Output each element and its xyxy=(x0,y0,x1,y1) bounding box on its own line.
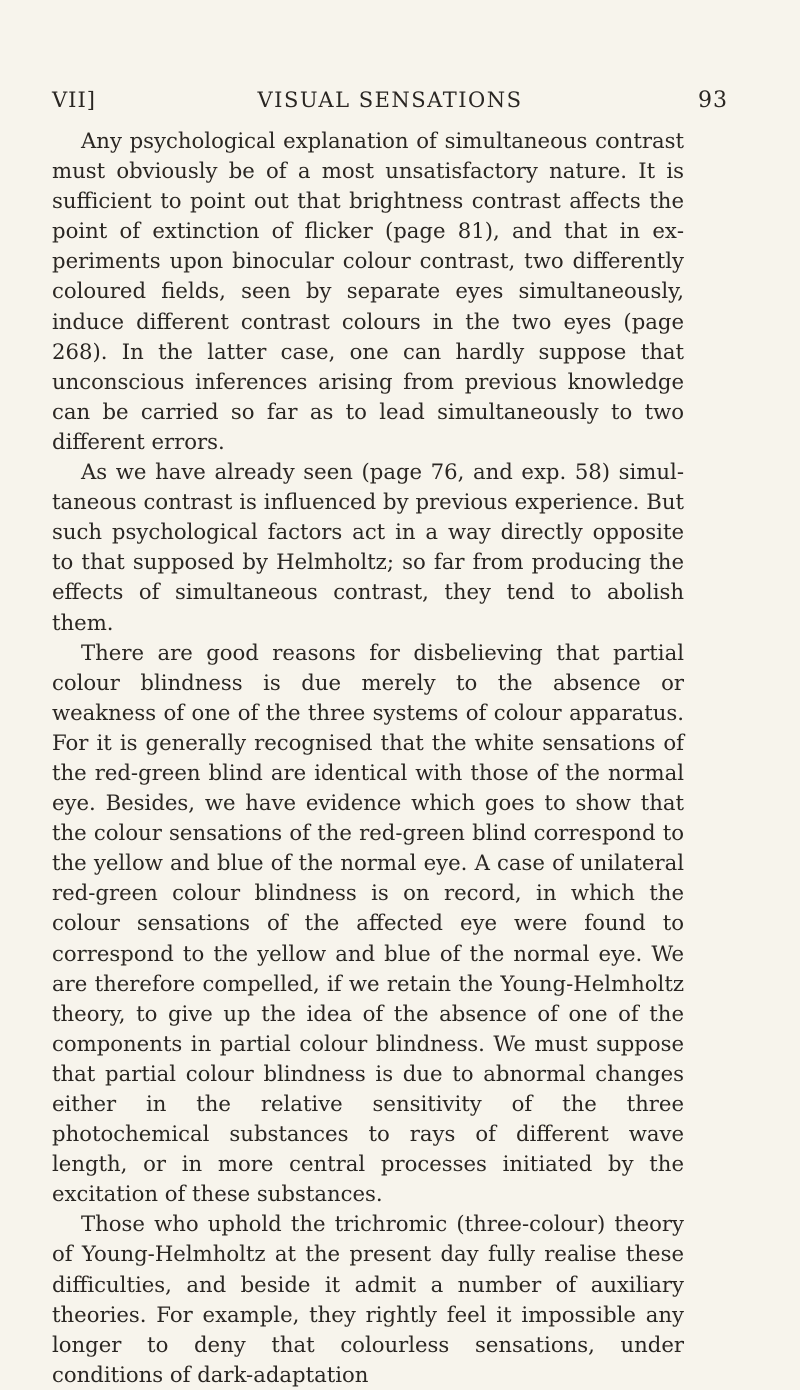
running-title: VISUAL SENSATIONS xyxy=(257,88,523,112)
chapter-number: VII] xyxy=(52,88,96,112)
paragraph: As we have already seen (page 76, and exp. 58) simultaneous contrast is influenced by previous experience. But such psychological factors act in a way directly opposite to that supposed by Helmholtz; so far from producing the effects of simultaneous contrast, they tend to abolish them. xyxy=(52,459,684,635)
paragraph: Any psychological explanation of simultaneous contrast must obviously be of a most unsatisfactory nature. It is sufficient to point out that brightness contrast affects the point of extinction of flicker (page 81), and that in experiments upon binocular colour contrast, two differently coloured fields, seen by separate eyes simultaneously, induce different contrast colours in the two eyes (page 268). In the latter case, one can hardly suppose that unconscious inferences arising from previous knowledge can be carried so far as to lead simultaneously to two different errors. xyxy=(52,128,684,454)
paragraph: Those who uphold the trichromic (three-colour) theory of Young-Helmholtz at the present day fully realise these difficulties, and beside it admit a number of auxiliary theories. For example, they rightly feel it impossible any longer to deny that colourless sensations, under conditions of dark-adaptation xyxy=(52,1211,684,1387)
paragraph: There are good reasons for disbelieving that partial colour blindness is due merely to the absence or weakness of one of the three systems of colour apparatus. For it is generally recognised that the white sensations of the red-green blind are identical with those of the normal eye. Besides, we have evidence which goes to show that the colour sensations of the red-green blind correspond to the yellow and blue of the normal eye. A case of unilateral red-green colour blindness is on record, in which the colour sensations of the affected eye were found to correspond to the yellow and blue of the normal eye. We are therefore compelled, if we retain the Young-Helmholtz theory, to give up the idea of the absence of one of the components in partial colour blindness. We must suppose that partial colour blindness is due to abnormal changes either in the relative sensitivity of the three photochemical substances to rays of different wave length, or in more central processes initiated by the excitation of these substances. xyxy=(52,639,684,1207)
page-number: 93 xyxy=(698,88,728,113)
body-text xyxy=(52,126,684,1390)
running-header xyxy=(52,88,728,122)
